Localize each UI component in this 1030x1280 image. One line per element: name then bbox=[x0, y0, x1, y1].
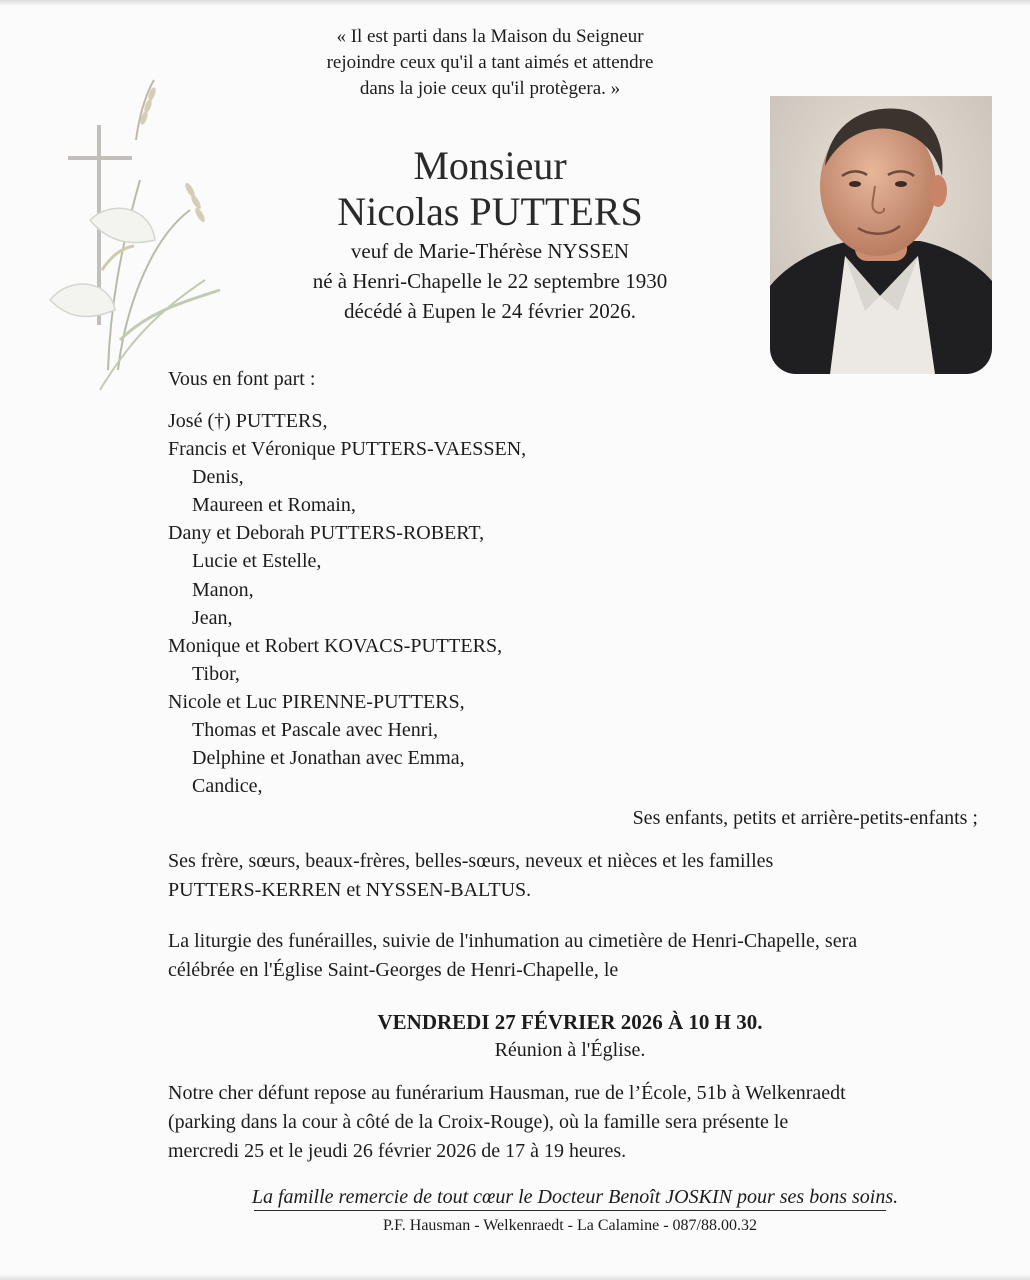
family-member: Dany et Deborah PUTTERS-ROBERT, bbox=[168, 522, 485, 545]
visitation-line: (parking dans la cour à côté de la Croix-Rouge), où la famille sera présente le bbox=[168, 1111, 789, 1133]
visitation-line: mercredi 25 et le jeudi 26 février 2026 de 17 à 19 heures. bbox=[168, 1140, 627, 1162]
family-member: Delphine et Jonathan avec Emma, bbox=[192, 747, 465, 770]
family-member: José (†) PUTTERS, bbox=[168, 410, 328, 432]
portrait-icon bbox=[770, 96, 992, 374]
portrait-photo bbox=[770, 96, 992, 374]
siblings-paragraph bbox=[168, 847, 988, 905]
visitation-line: Notre cher défunt repose au funérarium Hausman, rue de l’École, 51b à Welkenraedt bbox=[168, 1082, 846, 1104]
family-member: Tibor, bbox=[192, 662, 240, 685]
quote-line: « Il est parti dans la Maison du Seigneur bbox=[336, 26, 644, 47]
quote-line: dans la joie ceux qu'il protègera. » bbox=[359, 78, 621, 99]
death-line: décédé à Eupen le 24 février 2026. bbox=[343, 299, 637, 323]
meeting-place: Réunion à l'Église. bbox=[494, 1039, 646, 1061]
funeral-date: VENDREDI 27 FÉVRIER 2026 À 10 H 30. bbox=[377, 1010, 763, 1034]
liturgy-line: La liturgie des funérailles, suivie de l'inhumation au cimetière de Henri-Chapelle, sera bbox=[168, 930, 858, 952]
children-closing-line: Ses enfants, petits et arrière-petits-enfants ; bbox=[632, 807, 978, 829]
thanks-underline bbox=[254, 1210, 886, 1211]
deceased-name: Nicolas PUTTERS bbox=[337, 189, 643, 234]
paper-bottom-edge bbox=[0, 1274, 1030, 1280]
family-member: Candice, bbox=[192, 775, 263, 798]
family-members-list bbox=[168, 407, 526, 800]
funeral-home-footer: P.F. Hausman - Welkenraedt - La Calamine - 087/88.00.32 bbox=[383, 1217, 757, 1234]
family-member: Maureen et Romain, bbox=[192, 494, 356, 517]
birth-line: né à Henri-Chapelle le 22 septembre 1930 bbox=[312, 269, 668, 293]
thanks-line: La famille remercie de tout cœur le Docteur Benoît JOSKIN pour ses bons soins. bbox=[251, 1186, 899, 1208]
announcement-intro: Vous en font part : bbox=[168, 368, 316, 390]
family-member: Thomas et Pascale avec Henri, bbox=[192, 719, 439, 742]
family-member: Manon, bbox=[192, 578, 254, 601]
deceased-details bbox=[240, 236, 740, 326]
paper-top-edge bbox=[0, 0, 1030, 6]
family-member: Nicole et Luc PIRENNE-PUTTERS, bbox=[168, 690, 465, 713]
siblings-line: Ses frère, sœurs, beaux-frères, belles-sœurs, neveux et nièces et les familles bbox=[168, 850, 774, 872]
liturgy-paragraph bbox=[168, 927, 988, 985]
deceased-title: Monsieur bbox=[413, 143, 567, 188]
visitation-paragraph bbox=[168, 1079, 988, 1166]
family-member: Jean, bbox=[192, 606, 233, 629]
family-member: Francis et Véronique PUTTERS-VAESSEN, bbox=[168, 438, 527, 461]
family-member: Monique et Robert KOVACS-PUTTERS, bbox=[168, 634, 503, 657]
siblings-line: PUTTERS-KERREN et NYSSEN-BALTUS. bbox=[168, 879, 532, 901]
liturgy-line: célébrée en l'Église Saint-Georges de Henri-Chapelle, le bbox=[168, 959, 619, 981]
opening-quote bbox=[170, 24, 810, 102]
family-member: Denis, bbox=[192, 466, 244, 489]
cross-lily-decoration-icon bbox=[30, 70, 230, 400]
widower-line: veuf de Marie-Thérèse NYSSEN bbox=[350, 239, 630, 263]
family-member: Lucie et Estelle, bbox=[192, 550, 322, 573]
quote-line: rejoindre ceux qu'il a tant aimés et attendre bbox=[326, 52, 654, 73]
